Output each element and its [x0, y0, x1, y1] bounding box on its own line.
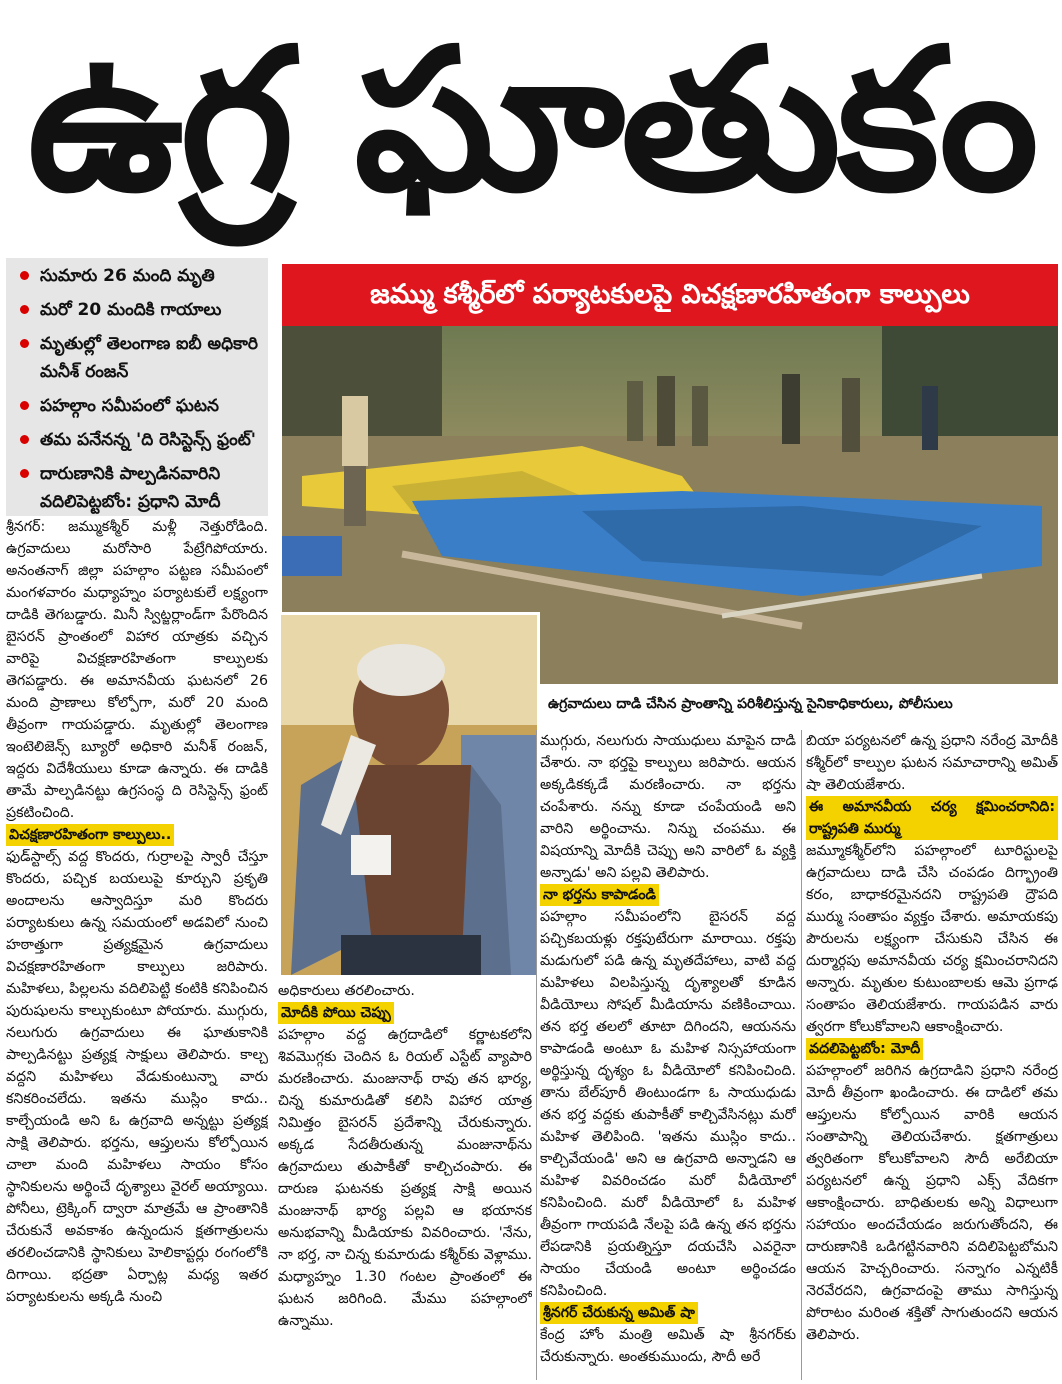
paragraph: పహల్గాం వద్ద ఉగ్రదాడిలో కర్ణాటకలోని శివమొగ్గకు చెందిన ఓ రియల్‌ ఎస్టేట్‌ వ్యాపారి మరణించారు. మంజునాథ్‌ రావు తన భార్య, చిన్న కుమారుడితో కలిసి విహార యాత్ర నిమిత్తం బైసరన్‌ ప్రదేశాన్ని చేరుకున్నారు. అక్కడ సేదతీరుతున్న మంజునాథ్‌ను ఉగ్రవాదులు తుపాకీతో కాల్చిచంపారు. ఈ దారుణ ఘటనకు ప్రత్యక్ష సాక్షి అయిన మంజునాథ్‌ భార్య పల్లవి ఆ భయానక అనుభవాన్ని మీడియాకు వివరించారు. 'నేను, నా భర్త, నా చిన్న కుమారుడు కశ్మీర్‌కు వెళ్లాము. మధ్యాహ్నం 1.30 గంటల ప్రాంతంలో ఈ ఘటన జరిగింది. మేము పహల్గాంలో ఉన్నాము. [278, 1027, 532, 1329]
subheading-text: మోదీకి పోయి చెప్పు [278, 1002, 394, 1024]
highlight-text: మరో 20 మందికి గాయాలు [40, 300, 222, 320]
highlight-item [20, 262, 262, 290]
red-banner [282, 264, 1058, 326]
paragraph: అధికారులు తరలించారు. [278, 983, 415, 999]
highlight-text: మృతుల్లో తెలంగాణ ఐబీ అధికారి మనీశ్‌ రంజన్‌ [40, 334, 258, 382]
bullet-icon [20, 401, 29, 410]
subheading [6, 824, 268, 846]
bullet-icon [20, 271, 29, 280]
subheading-text: విచక్షణారహితంగా కాల్పులు.. [6, 824, 174, 846]
banner-text: జమ్ము కశ్మీర్‌లో పర్యాటకులపై విచక్షణారహితంగా కాల్పులు [370, 279, 970, 310]
paragraph: ముగ్గురు, నలుగురు సాయుధులు మాపైన దాడి చేశారు. నా భర్తపై కాల్పులు జరిపారు. ఆయన అక్కడికక్కడే మరణించారు. నా భర్తను చంపేశారు. నన్ను కూడా చంపేయండి అని వారిని అర్థించాను. నిన్ను చంపము. ఈ విషయాన్ని మోదీకి చెప్పు అని వారిలో ఓ వ్యక్తి అన్నాడు' అని పల్లవి తెలిపారు. [540, 733, 796, 881]
subheading [540, 884, 796, 906]
paragraph: జమ్మూకశ్మీర్‌లోని పహల్గాంలో టూరిస్టులపై ఉగ్రవాదులు దాడి చేసి చంపడం దిగ్భ్రాంతి కరం, బాధాకరమైనదని రాష్ట్రపతి ద్రౌపది ముర్ము సంతాపం వ్యక్తం చేశారు. అమాయకపు పౌరులను లక్ష్యంగా చేసుకుని చేసిన ఈ దుర్మార్గపు అమానవీయ చర్య క్షమించరానిదని అన్నారు. మృతుల కుటుంబాలకు ఆమె ప్రగాఢ సంతాపం తెలియజేశారు. గాయపడిన వారు త్వరగా కోలుకోవాలని ఆకాంక్షించారు. [806, 843, 1058, 1035]
column-divider [801, 730, 802, 1380]
headline: ఉగ్ర ఘాతుకం [27, 7, 1035, 235]
subheading-text: శ్రీనగర్‌ చేరుకున్న అమిత్‌ షా [540, 1302, 698, 1324]
article-column-3 [540, 730, 796, 1380]
paragraph: బియా పర్యటనలో ఉన్న ప్రధాని నరేంద్ర మోదీకి కశ్మీర్‌లో కాల్పుల ఘటన సమాచారాన్ని అమిత్‌ షా తెలియజేశారు. [806, 733, 1058, 793]
subheading [806, 1038, 1058, 1060]
column-divider [536, 730, 537, 1380]
subheading-text: నా భర్తను కాపాడండి [540, 884, 659, 906]
inset-photo [278, 612, 540, 978]
inset-photo-illustration [281, 615, 537, 975]
subheading [278, 1002, 532, 1024]
subheading-text: వదలిపెట్టబోం: మోదీ [806, 1038, 923, 1060]
bullet-icon [20, 435, 29, 444]
paragraph: పహల్గాంలో జరిగిన ఉగ్రదాడిని ప్రధాని నరేంద్ర మోదీ తీవ్రంగా ఖండించారు. ఈ దాడిలో తమ ఆప్తులను కోల్పోయిన వారికి ఆయన సంతాపాన్ని తెలియచేశారు. క్షతగాత్రులు త్వరితంగా కోలుకోవాలని సౌదీ అరేబియా పర్యటనలో ఉన్న ప్రధాని ఎక్స్‌ వేదికగా ఆకాంక్షించారు. బాధితులకు అన్ని విధాలుగా సహాయం అందచేయడం జరుగుతోందని, ఈ దారుణానికి ఒడిగట్టినవారిని వదిలిపెట్టబోమని ఆయన హెచ్చరించారు. సన్నాగం ఎన్నటికీ నెరవేరదని, ఉగ్రవాదంపై తాము సాగిస్తున్న పోరాటం మరింత శక్తితో సాగుతుందని ఆయన తెలిపారు. [806, 1063, 1058, 1343]
highlight-text: తమ పనేనన్న 'ది రెసిస్టెన్స్‌ ఫ్రంట్‌' [40, 430, 257, 450]
paragraph: ఫుడ్‌స్టాల్స్‌ వద్ద కొందరు, గుర్రాలపై స్వారీ చేస్తూ కొందరు, పచ్చిక బయలుపై కూర్చుని ప్రకృతి అందాలను ఆస్వాదిస్తూ మరి కొందరు పర్యాటకులు ఉన్న సమయంలో అడవిలో నుంచి హఠాత్తుగా ప్రత్యక్షమైన ఉగ్రవాదులు విచక్షణారహితంగా కాల్పులు జరిపారు. మహిళలు, పిల్లలను వదిలిపెట్టి కంటికి కనిపించిన పురుషులను కాల్చుకుంటూ పోయారు. ముగ్గురు, నలుగురు ఉగ్రవాదులు ఈ ఘాతుకానికి పాల్పడినట్టు ప్రత్యక్ష సాక్షులు తెలిపారు. కాల్చ వద్దని మహిళలు వేడుకుంటున్నా వారు కనికరించలేదు. ఇతను ముస్లిం కాదు.. కాల్చేయండి అని ఓ ఉగ్రవాది అన్నట్టు ప్రత్యక్ష సాక్షి తెలిపారు. భర్తను, ఆప్తులను కోల్పోయిన చాలా మంది మహిళలు సాయం కోసం స్థానికులను అర్థించే దృశ్యాలు వైరల్‌ అయ్యాయి. పోనీలు, ట్రెక్కింగ్‌ ద్వారా మాత్రమే ఆ ప్రాంతానికి చేరుకునే అవకాశం ఉన్నందున క్షతగాత్రులను తరలించడానికి స్థానికులు హెలికాప్టర్లు రంగంలోకి దిగాయి. భద్రతా ఏర్పాట్ల మధ్య ఇతర పర్యాటకులను అక్కడి నుంచి [6, 849, 268, 1305]
highlight-item [20, 296, 262, 324]
bullet-icon [20, 339, 29, 348]
subheading [806, 796, 1058, 840]
highlight-item [20, 426, 262, 454]
highlight-text: పహల్గాం సమీపంలో ఘటన [40, 396, 219, 416]
article-column-2 [278, 980, 532, 1380]
article-column-1 [6, 516, 268, 1378]
photo-caption [540, 684, 1058, 724]
paragraph: శ్రీనగర్‌: జమ్ముకశ్మీర్‌ మళ్లీ నెత్తురోడింది. ఉగ్రవాదులు మరోసారి పేట్రేగిపోయారు. అనంతనాగ్‌ జిల్లా పహల్గాం పట్టణ సమీపంలో మంగళవారం మధ్యాహ్నం పర్యాటకులే లక్ష్యంగా దాడికి తెగబడ్డారు. మినీ స్విట్జర్లాండ్‌గా పేరొందిన బైసరన్‌ ప్రాంతంలో విహార యాత్రకు వచ్చిన వారిపై విచక్షణారహితంగా కాల్పులకు తెగపడ్డారు. ఈ అమానవీయ ఘటనలో 26 మంది ప్రాణాలు కోల్పోగా, మరో 20 మంది తీవ్రంగా గాయపడ్డారు. మృతుల్లో తెలంగాణ ఇంటెలిజెన్స్‌ బ్యూరో అధికారి మనీశ్‌ రంజన్‌, ఇద్దరు విదేశీయులు కూడా ఉన్నారు. ఈ దాడికి తామే పాల్పడినట్టు ఉగ్రసంస్థ ది రెసిస్టెన్స్‌ ఫ్రంట్‌ ప్రకటించింది. [6, 519, 268, 821]
subheading [540, 1302, 796, 1324]
bullet-icon [20, 469, 29, 478]
highlight-text: సుమారు 26 మంది మృతి [40, 266, 215, 286]
highlight-item [20, 330, 262, 386]
highlight-item [20, 460, 262, 516]
paragraph: పహల్గాం సమీపంలోని బైసరన్‌ వద్ద పచ్చికబయళ్లు రక్తపుటేరుగా మారాయి. రక్తపు మడుగులో పడి ఉన్న మృతదేహాలు, వాటి వద్ద మహిళలు విలపిస్తున్న దృశ్యాలతో కూడిన వీడియోలు సోషల్‌ మీడియాను వణికించాయి. తన భర్త తలలో తూటా దిగిందని, ఆయనను కాపాడండి అంటూ ఓ మహిళ నిస్సహాయంగా అర్థిస్తున్న దృశ్యం ఓ వీడియోలో కనిపించింది. తాను బేల్‌పూరీ తింటుండగా ఓ సాయుధుడు తన భర్త వద్దకు తుపాకీతో కాల్చివేసినట్లు మరో మహిళ తెలిపింది. 'ఇతను ముస్లిం కాదు.. కాల్చివేయండి' అని ఆ ఉగ్రవాది అన్నాడని ఆ మహిళ వివరించడం మరో వీడియోలో కనిపించింది. మరో వీడియోలో ఓ మహిళ తీవ్రంగా గాయపడి నేలపై పడి ఉన్న తన భర్తను లేపడానికి ప్రయత్నిస్తూ దయచేసి ఎవరైనా సాయం చేయండి అంటూ అర్థించడం కనిపించింది. [540, 909, 796, 1299]
bullet-icon [20, 305, 29, 314]
photo-caption-text: ఉగ్రవాదులు దాడి చేసిన ప్రాంతాన్ని పరిశీలిస్తున్న సైనికాధికారులు, పోలీసులు [548, 696, 953, 712]
highlight-item [20, 392, 262, 420]
article-column-4 [806, 730, 1058, 1380]
highlights-list [6, 258, 268, 516]
masthead [0, 0, 1062, 255]
highlight-text: దారుణానికి పాల్పడినవారిని వదిలిపెట్టబోం: ప్రధాని మోదీ [40, 464, 221, 512]
paragraph: కేంద్ర హోం మంత్రి అమిత్‌ షా శ్రీనగర్‌కు చేరుకున్నారు. అంతకుముందు, సౌదీ అరే [540, 1327, 796, 1365]
subheading-text: ఈ అమానవీయ చర్య క్షమించరానిది: రాష్ట్రపతి ముర్ము [806, 796, 1058, 840]
highlights-box [6, 258, 268, 516]
